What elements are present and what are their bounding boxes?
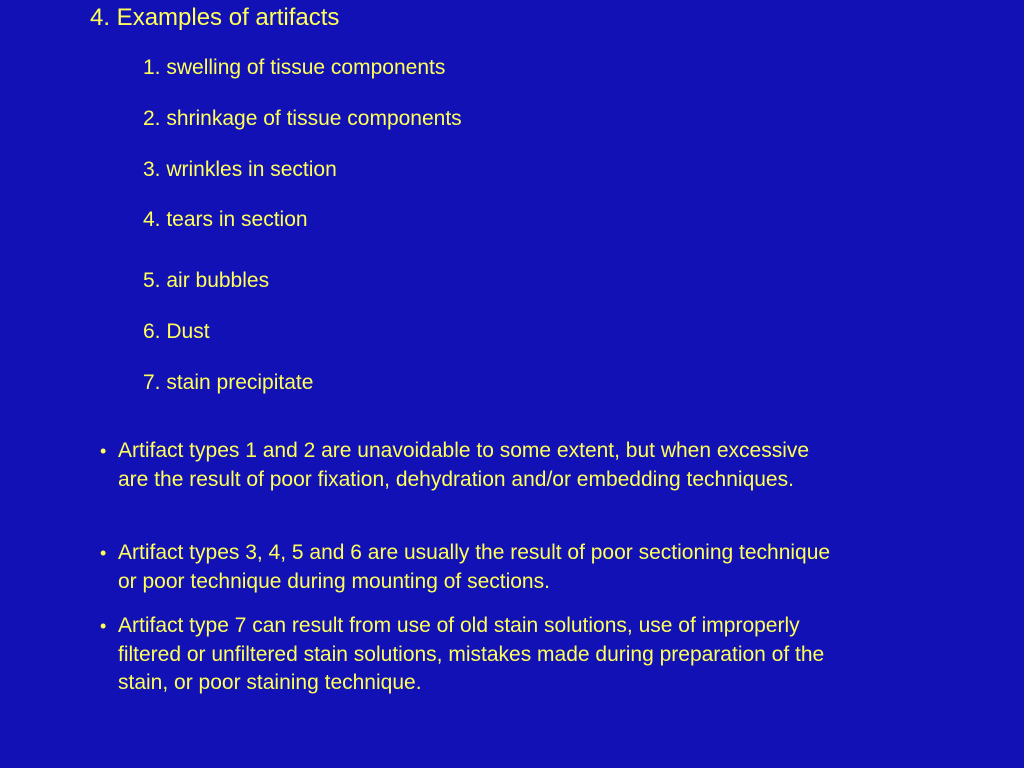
bullet-item xyxy=(100,612,840,698)
artifact-list-item: 1. swelling of tissue components xyxy=(143,56,446,79)
artifact-list-item: 7. stain precipitate xyxy=(143,371,314,394)
artifact-list-item: 6. Dust xyxy=(143,320,210,343)
note-text: Artifact types 3, 4, 5 and 6 are usually the result of poor sectioning technique or poor technique during mounting of sections. xyxy=(118,541,831,593)
bullet-icon: • xyxy=(100,441,107,461)
note-text: Artifact type 7 can result from use of old stain solutions, use of improperly filtered or unfiltered stain solutions, mistakes made during preparation of the stain, or poor staining technique. xyxy=(118,614,825,694)
bullet-item xyxy=(100,539,840,596)
note-block-3 xyxy=(100,612,840,698)
artifact-list-item: 3. wrinkles in section xyxy=(143,158,337,181)
bullet-icon: • xyxy=(100,616,107,636)
artifact-list-item: 5. air bubbles xyxy=(143,269,270,292)
slide-title: 4. Examples of artifacts xyxy=(90,4,340,31)
note-block-2 xyxy=(100,539,840,596)
artifact-list-item: 4. tears in section xyxy=(143,208,308,231)
note-block-1 xyxy=(100,437,840,494)
artifact-list-item: 2. shrinkage of tissue components xyxy=(143,107,462,130)
bullet-icon: • xyxy=(100,543,107,563)
bullet-item xyxy=(100,437,840,494)
note-text: Artifact types 1 and 2 are unavoidable to some extent, but when excessive are the result of poor fixation, dehydration and/or embedding techniques. xyxy=(118,439,810,491)
